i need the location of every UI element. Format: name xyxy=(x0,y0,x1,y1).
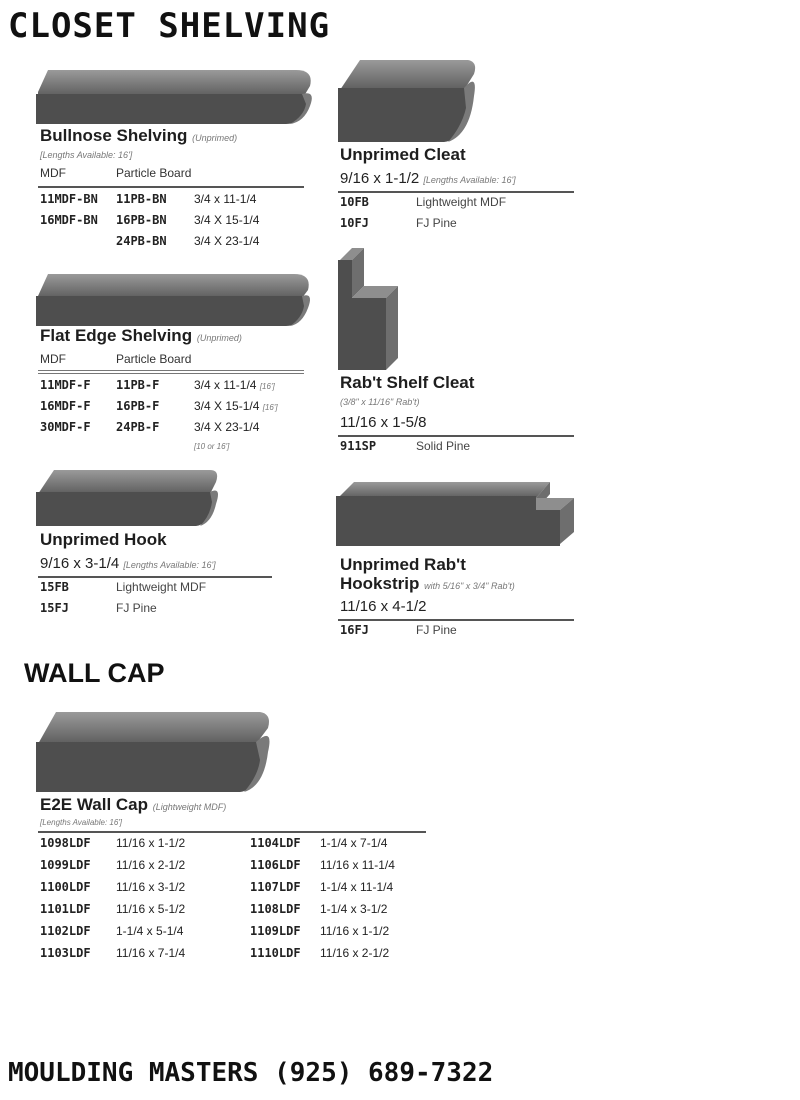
table-row xyxy=(40,858,240,878)
table-row xyxy=(340,623,560,643)
wall-cap-code: 1106LDF xyxy=(250,858,301,872)
table-row xyxy=(250,836,430,856)
flat-edge-col-mdf: MDF xyxy=(40,352,66,366)
rab-hookstrip-size: 11/16 x 4-1/2 xyxy=(340,598,427,615)
table-row xyxy=(40,192,300,212)
rab-hookstrip-note: with 5/16" x 3/4" Rab't) xyxy=(424,581,515,591)
wall-cap-code: 1110LDF xyxy=(250,946,301,960)
table-row xyxy=(40,213,300,233)
flat-edge-pb-code: 16PB-F xyxy=(116,399,160,413)
rab-hookstrip-title-line2 xyxy=(340,574,515,594)
rab-shelf-cleat-profile-illustration xyxy=(336,246,402,374)
wall-cap-heading: WALL CAP xyxy=(24,658,165,688)
rab-shelf-cleat-note: (3/8" x 11/16" Rab't) xyxy=(340,397,420,407)
flat-edge-mdf-code: 30MDF-F xyxy=(40,420,91,434)
cleat-desc: Lightweight MDF xyxy=(416,195,507,209)
cleat-lengths: [Lengths Available: 16'] xyxy=(423,175,516,185)
table-row xyxy=(250,946,430,966)
wall-cap-size: 11/16 x 2-1/2 xyxy=(320,946,390,960)
wall-cap-size: 11/16 x 1-1/2 xyxy=(320,924,390,938)
table-row xyxy=(340,216,560,236)
hook-size-line xyxy=(40,555,216,572)
bullnose-size: 3/4 X 23-1/4 xyxy=(194,234,260,248)
bullnose-mdf-code: 11MDF-BN xyxy=(40,192,98,206)
table-row xyxy=(40,880,240,900)
bullnose-note: (Unprimed) xyxy=(192,133,238,143)
flat-edge-rule-top xyxy=(38,370,304,371)
bullnose-pb-code: 24PB-BN xyxy=(116,234,167,248)
wall-cap-title xyxy=(40,795,226,815)
rab-shelf-cleat-size: 11/16 x 1-5/8 xyxy=(340,414,427,431)
wall-cap-code: 1108LDF xyxy=(250,902,301,916)
hook-desc: FJ Pine xyxy=(116,601,157,615)
wall-cap-code: 1101LDF xyxy=(40,902,91,916)
wall-cap-lengths: [Lengths Available: 16'] xyxy=(40,818,123,827)
hook-lengths: [Lengths Available: 16'] xyxy=(123,560,216,570)
wall-cap-code: 1109LDF xyxy=(250,924,301,938)
flat-edge-last-len-text: [10 or 16'] xyxy=(194,442,230,451)
bullnose-pb-code: 11PB-BN xyxy=(116,192,167,206)
table-row xyxy=(40,836,240,856)
hook-desc: Lightweight MDF xyxy=(116,580,207,594)
flat-edge-rule-bottom xyxy=(38,373,304,374)
table-row xyxy=(340,439,560,459)
cleat-code: 10FB xyxy=(340,195,369,209)
table-row xyxy=(40,420,300,440)
cleat-profile-illustration xyxy=(336,56,478,144)
table-row xyxy=(250,858,430,878)
hook-code: 15FB xyxy=(40,580,69,594)
flat-edge-size: 3/4 X 23-1/4 xyxy=(194,420,260,434)
bullnose-col-mdf: MDF xyxy=(40,166,66,180)
table-row xyxy=(40,946,240,966)
table-row xyxy=(250,880,430,900)
wall-cap-code: 1103LDF xyxy=(40,946,91,960)
rab-hookstrip-code: 16FJ xyxy=(340,623,369,637)
rab-hookstrip-rule xyxy=(338,619,574,621)
bullnose-title xyxy=(40,126,237,146)
flat-edge-len: [16'] xyxy=(259,382,275,391)
flat-edge-len: [16'] xyxy=(262,403,278,412)
wall-cap-size: 1-1/4 x 5-1/4 xyxy=(116,924,184,938)
wall-cap-code: 1107LDF xyxy=(250,880,301,894)
flat-edge-mdf-code: 11MDF-F xyxy=(40,378,91,392)
rab-hookstrip-title-text: Hookstrip xyxy=(340,574,420,593)
wall-cap-note: (Lightweight MDF) xyxy=(152,802,227,812)
flat-edge-title-text: Flat Edge Shelving xyxy=(40,326,193,345)
rab-shelf-cleat-rule xyxy=(338,435,574,437)
table-row xyxy=(40,580,260,600)
table-row xyxy=(250,902,430,922)
table-row xyxy=(40,924,240,944)
wall-cap-size: 11/16 x 7-1/4 xyxy=(116,946,186,960)
wall-cap-size: 11/16 x 11-1/4 xyxy=(320,858,395,872)
wall-cap-rule xyxy=(38,831,426,833)
flat-edge-pb-code: 24PB-F xyxy=(116,420,160,434)
table-row xyxy=(40,399,300,419)
flat-edge-size-text: 3/4 X 15-1/4 xyxy=(194,399,260,413)
rab-hookstrip-profile-illustration xyxy=(334,478,576,548)
flat-edge-size xyxy=(194,399,278,413)
cleat-rule xyxy=(338,191,574,193)
flat-edge-col-pb: Particle Board xyxy=(116,352,192,366)
bullnose-size: 3/4 x 11-1/4 xyxy=(194,192,257,206)
table-row xyxy=(40,378,300,398)
hook-rule xyxy=(38,576,272,578)
hook-code: 15FJ xyxy=(40,601,69,615)
cleat-code: 10FJ xyxy=(340,216,369,230)
wall-cap-size: 1-1/4 x 3-1/2 xyxy=(320,902,388,916)
flat-edge-title xyxy=(40,326,242,346)
wall-cap-profile-illustration xyxy=(34,708,274,794)
wall-cap-size: 11/16 x 2-1/2 xyxy=(116,858,186,872)
wall-cap-size: 11/16 x 5-1/2 xyxy=(116,902,186,916)
wall-cap-code: 1104LDF xyxy=(250,836,301,850)
bullnose-pb-code: 16PB-BN xyxy=(116,213,167,227)
hook-profile-illustration xyxy=(34,466,220,528)
wall-cap-size: 11/16 x 1-1/2 xyxy=(116,836,186,850)
table-row xyxy=(340,195,560,215)
bullnose-size: 3/4 X 15-1/4 xyxy=(194,213,260,227)
hook-size: 9/16 x 3-1/4 xyxy=(40,555,120,572)
flat-edge-profile-illustration xyxy=(34,270,314,328)
flat-edge-size-text: 3/4 x 11-1/4 xyxy=(194,378,257,392)
bullnose-title-text: Bullnose Shelving xyxy=(40,126,188,145)
footer-contact: MOULDING MASTERS (925) 689-7322 xyxy=(8,1058,494,1088)
cleat-size: 9/16 x 1-1/2 xyxy=(340,170,420,187)
flat-edge-size xyxy=(194,378,275,392)
rab-hookstrip-desc: FJ Pine xyxy=(416,623,457,637)
flat-edge-note: (Unprimed) xyxy=(196,333,242,343)
table-row xyxy=(40,234,300,254)
bullnose-col-pb: Particle Board xyxy=(116,166,192,180)
page-title: CLOSET SHELVING xyxy=(8,6,331,46)
table-row xyxy=(250,924,430,944)
bullnose-profile-illustration xyxy=(34,66,316,126)
bullnose-lengths: [Lengths Available: 16'] xyxy=(40,150,133,160)
wall-cap-code: 1099LDF xyxy=(40,858,91,872)
flat-edge-last-len xyxy=(194,438,229,452)
wall-cap-code: 1100LDF xyxy=(40,880,91,894)
wall-cap-size: 1-1/4 x 11-1/4 xyxy=(320,880,394,894)
hook-title: Unprimed Hook xyxy=(40,530,167,549)
wall-cap-size: 1-1/4 x 7-1/4 xyxy=(320,836,388,850)
bullnose-mdf-code: 16MDF-BN xyxy=(40,213,98,227)
rab-hookstrip-title-line1: Unprimed Rab't xyxy=(340,555,466,574)
wall-cap-title-text: E2E Wall Cap xyxy=(40,795,149,814)
wall-cap-code: 1102LDF xyxy=(40,924,91,938)
rab-shelf-cleat-code: 911SP xyxy=(340,439,377,453)
table-row xyxy=(40,902,240,922)
flat-edge-pb-code: 11PB-F xyxy=(116,378,160,392)
bullnose-rule xyxy=(38,186,304,188)
table-row xyxy=(40,601,260,621)
rab-shelf-cleat-title: Rab't Shelf Cleat xyxy=(340,373,475,392)
flat-edge-mdf-code: 16MDF-F xyxy=(40,399,91,413)
rab-shelf-cleat-desc: Solid Pine xyxy=(416,439,471,453)
wall-cap-size: 11/16 x 3-1/2 xyxy=(116,880,186,894)
cleat-desc: FJ Pine xyxy=(416,216,457,230)
cleat-title: Unprimed Cleat xyxy=(340,145,466,164)
cleat-size-line xyxy=(340,170,516,187)
wall-cap-code: 1098LDF xyxy=(40,836,91,850)
